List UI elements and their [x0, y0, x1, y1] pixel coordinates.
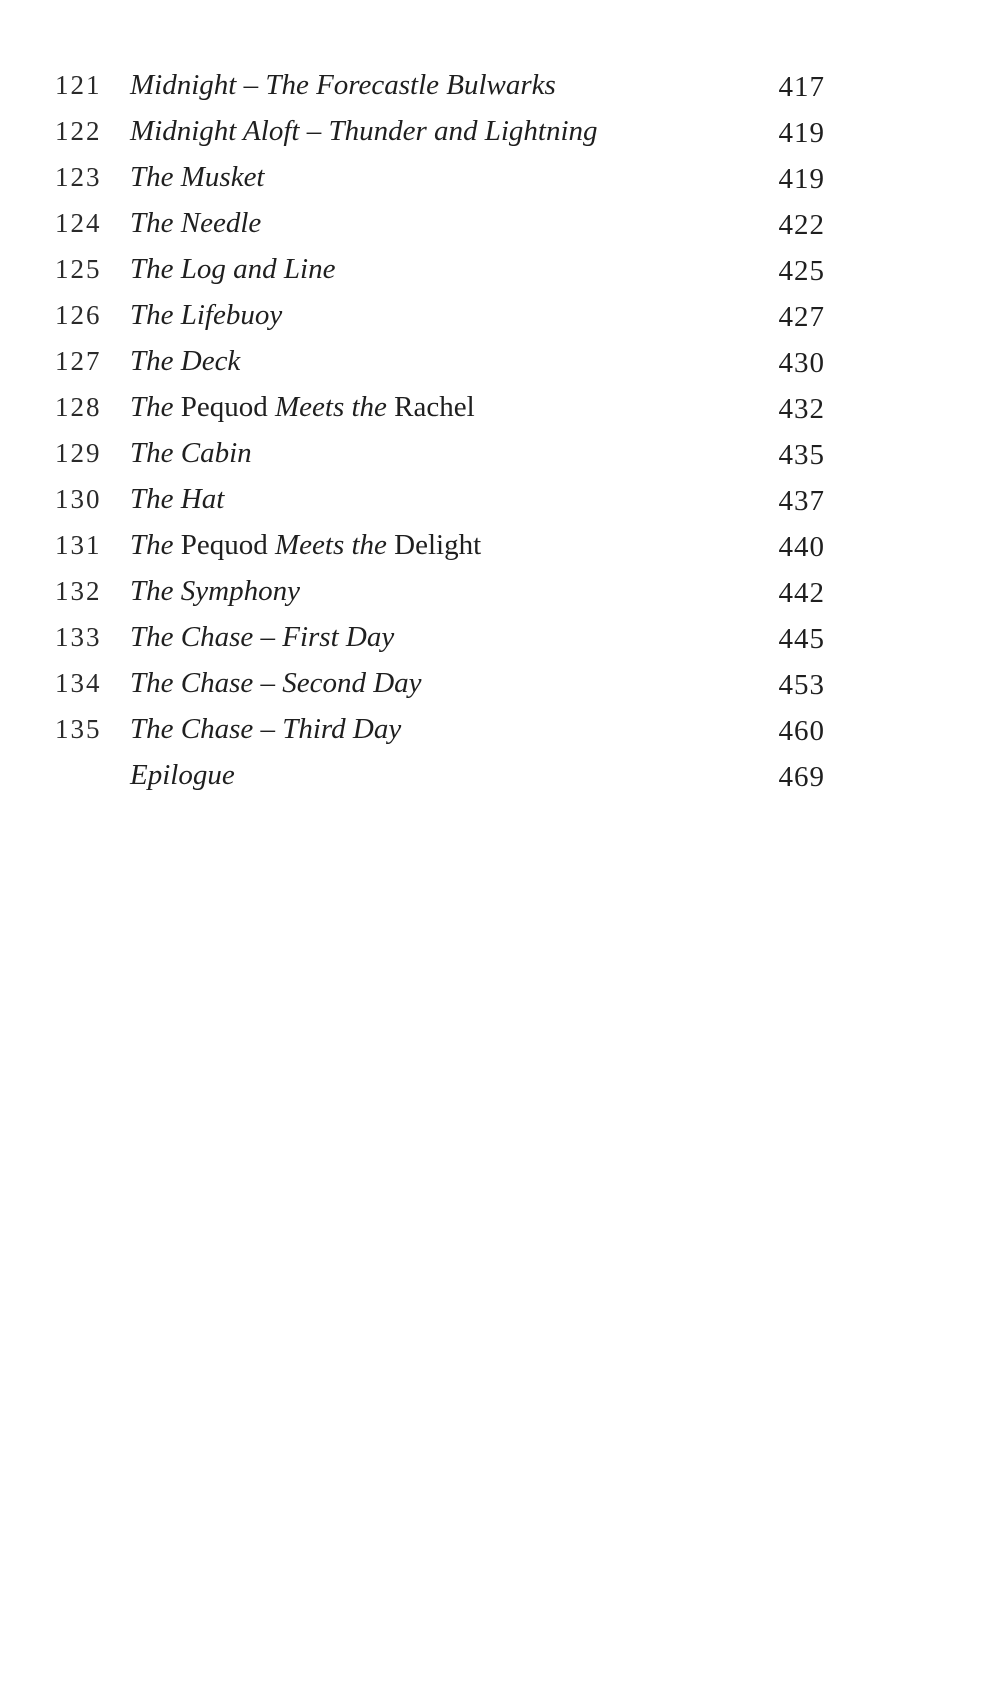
- chapter-title: [130, 384, 475, 430]
- page-number: 417: [778, 71, 825, 103]
- chapter-title-segment: Midnight Aloft – Thunder and Lightning: [130, 115, 598, 147]
- toc-entry: [55, 200, 825, 246]
- chapter-number: 135: [55, 714, 102, 744]
- toc-entry: [55, 108, 825, 154]
- page-number: 437: [778, 485, 825, 517]
- chapter-title-segment: The: [130, 529, 181, 561]
- chapter-number: 123: [55, 162, 102, 192]
- page-number: 425: [778, 255, 825, 287]
- chapter-number: 133: [55, 622, 102, 652]
- chapter-title: [130, 108, 598, 154]
- chapter-number: 131: [55, 530, 102, 560]
- toc-entry: [55, 568, 825, 614]
- page-number: 442: [778, 577, 825, 609]
- page-number: 440: [778, 531, 825, 563]
- toc-entry: [55, 154, 825, 200]
- chapter-title-segment: The Cabin: [130, 437, 252, 469]
- toc-entry: [55, 384, 825, 430]
- chapter-number: 129: [55, 438, 102, 468]
- chapter-title: [130, 338, 240, 384]
- chapter-number: 128: [55, 392, 102, 422]
- chapter-title: [130, 154, 265, 200]
- toc-entry: [55, 292, 825, 338]
- page-number: 430: [778, 347, 825, 379]
- page-number: 435: [778, 439, 825, 471]
- chapter-title-segment: The Symphony: [130, 575, 300, 607]
- chapter-title-segment: Epilogue: [130, 759, 235, 791]
- chapter-title: [130, 430, 252, 476]
- chapter-number: 132: [55, 576, 102, 606]
- chapter-number: 122: [55, 116, 102, 146]
- chapter-title-segment: Meets the: [267, 391, 395, 423]
- chapter-title-segment: The Chase – Second Day: [130, 667, 422, 699]
- chapter-title: [130, 62, 556, 108]
- chapter-title-segment: The Chase – Third Day: [130, 713, 402, 745]
- chapter-title-segment: Rachel: [394, 391, 475, 423]
- chapter-title-segment: The Lifebuoy: [130, 299, 283, 331]
- chapter-title-segment: Pequod: [180, 529, 268, 561]
- chapter-title-segment: Pequod: [180, 391, 268, 423]
- toc-entry: [55, 522, 825, 568]
- toc-entry: [55, 62, 825, 108]
- chapter-number: 127: [55, 346, 102, 376]
- chapter-title: [130, 246, 335, 292]
- chapter-title-segment: The Musket: [130, 161, 265, 193]
- toc-entry: [55, 706, 825, 752]
- toc-entry: [55, 614, 825, 660]
- toc-entry: [55, 752, 825, 798]
- toc-entry: [55, 338, 825, 384]
- chapter-title: [130, 752, 235, 798]
- page-number: 445: [778, 623, 825, 655]
- chapter-title-segment: The Chase – First Day: [130, 621, 395, 653]
- chapter-title: [130, 614, 394, 660]
- page-number: 422: [778, 209, 825, 241]
- page-number: 432: [778, 393, 825, 425]
- page-number: 419: [778, 117, 825, 149]
- chapter-title-segment: The Log and Line: [130, 253, 336, 285]
- toc-entry: [55, 430, 825, 476]
- toc-entry: [55, 246, 825, 292]
- chapter-number: 134: [55, 668, 102, 698]
- chapter-title: [130, 200, 261, 246]
- chapter-title: [130, 476, 224, 522]
- toc-entry: [55, 660, 825, 706]
- page-number: 453: [778, 669, 825, 701]
- chapter-title-segment: Delight: [394, 529, 482, 561]
- toc-entry: [55, 476, 825, 522]
- chapter-number: 121: [55, 70, 102, 100]
- chapter-title-segment: Midnight – The Forecastle Bulwarks: [130, 69, 556, 101]
- chapter-title: [130, 522, 481, 568]
- chapter-number: 126: [55, 300, 102, 330]
- chapter-title-segment: The Deck: [130, 345, 241, 377]
- page-number: 419: [778, 163, 825, 195]
- chapter-number: 125: [55, 254, 102, 284]
- chapter-number: 130: [55, 484, 102, 514]
- chapter-title: [130, 706, 401, 752]
- chapter-title: [130, 568, 300, 614]
- page-number: 469: [778, 761, 825, 793]
- page-number: 427: [778, 301, 825, 333]
- chapter-title-segment: The Needle: [130, 207, 262, 239]
- table-of-contents: [55, 62, 825, 798]
- chapter-title: [130, 660, 422, 706]
- chapter-title-segment: The: [130, 391, 181, 423]
- chapter-number: 124: [55, 208, 102, 238]
- chapter-title-segment: Meets the: [267, 529, 395, 561]
- page-number: 460: [778, 715, 825, 747]
- chapter-title-segment: The Hat: [130, 483, 225, 515]
- chapter-title: [130, 292, 282, 338]
